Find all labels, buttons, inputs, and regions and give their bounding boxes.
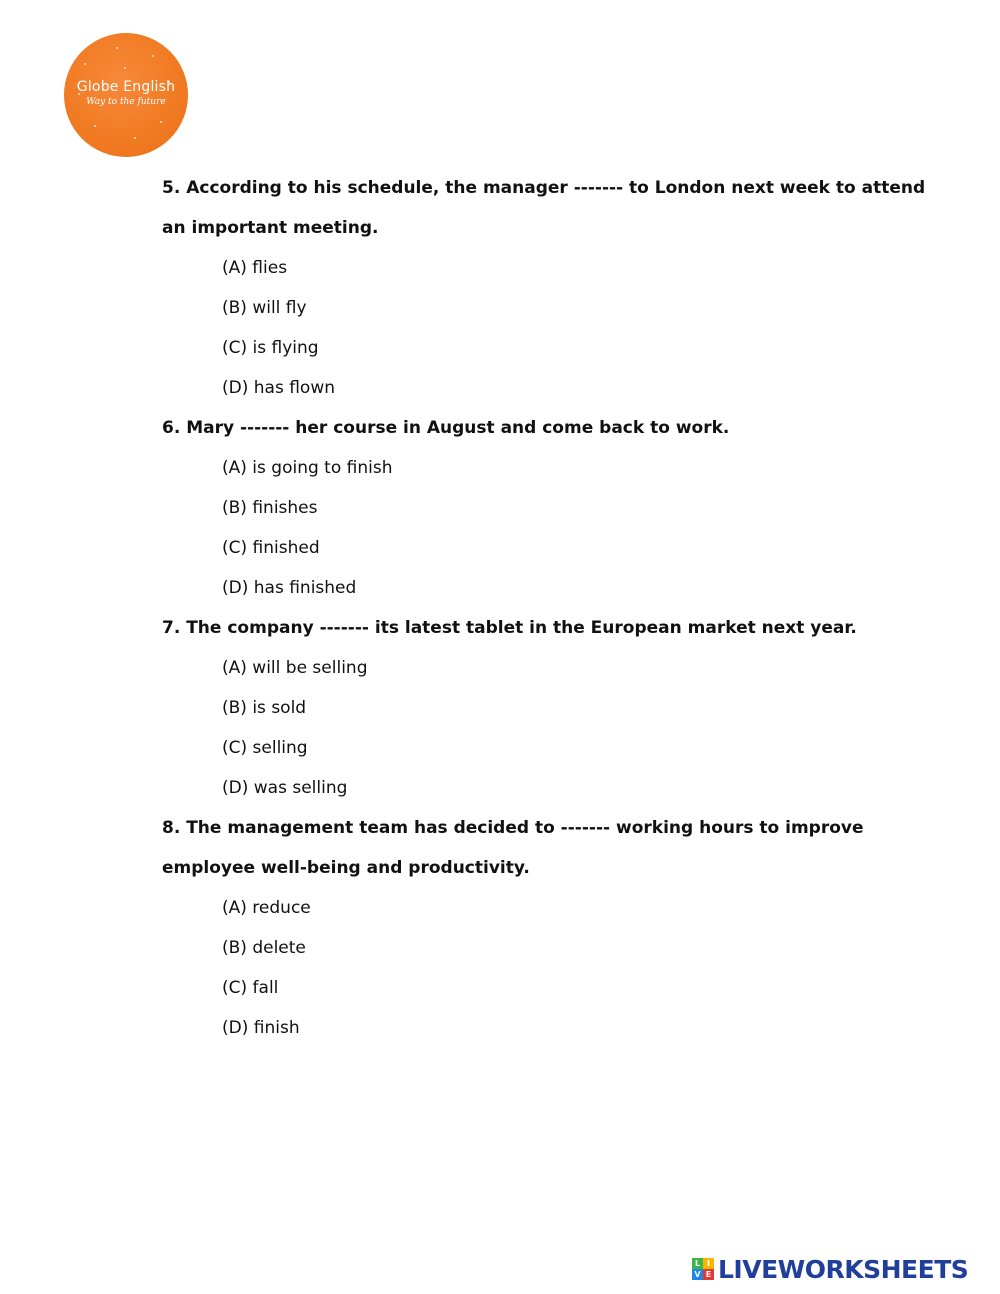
question-text: 6. Mary ------- her course in August and come back to work. (162, 418, 730, 438)
logo-speck (160, 121, 162, 123)
logo-name: Globe English (76, 79, 176, 95)
answer-options (162, 248, 942, 408)
liveworksheets-brand (692, 1252, 968, 1286)
logo-speck (134, 137, 136, 139)
logo-speck (94, 125, 96, 127)
answer-option[interactable]: (D) was selling (222, 778, 348, 798)
answer-option[interactable]: (C) finished (222, 538, 320, 558)
answer-option[interactable]: (D) has flown (222, 378, 335, 398)
logo-speck (152, 55, 154, 57)
answer-option[interactable]: (C) selling (222, 738, 308, 758)
question-block (162, 808, 942, 1048)
answer-options (162, 888, 942, 1048)
answer-option[interactable]: (B) is sold (222, 698, 307, 718)
logo-speck (116, 47, 118, 49)
answer-option[interactable]: (A) will be selling (222, 658, 368, 678)
logo-speck (124, 67, 126, 69)
brand-name: LIVEWORKSHEETS (718, 1254, 969, 1284)
answer-option[interactable]: (A) reduce (222, 898, 311, 918)
answer-option[interactable]: (C) is flying (222, 338, 319, 358)
logo-tagline: Way to the future (86, 97, 166, 107)
question-block (162, 608, 942, 808)
logo-speck (84, 63, 86, 65)
question-block (162, 408, 942, 608)
question-text: 7. The company ------- its latest tablet in the European market next year. (162, 618, 857, 638)
logo-tile-icon: V (692, 1269, 703, 1280)
liveworksheets-logo-icon (692, 1258, 714, 1280)
answer-option[interactable]: (B) finishes (222, 498, 318, 518)
logo-tile-icon: I (703, 1258, 714, 1269)
question-block (162, 168, 942, 408)
question-text: 5. According to his schedule, the manager ------- to London next week to attend an important meeting. (162, 178, 926, 238)
answer-option[interactable]: (C) fall (222, 978, 279, 998)
answer-options (162, 448, 942, 608)
answer-option[interactable]: (D) has finished (222, 578, 357, 598)
logo-tile-icon: E (703, 1269, 714, 1280)
answer-option[interactable]: (B) will fly (222, 298, 307, 318)
answer-option[interactable]: (A) flies (222, 258, 288, 278)
answer-option[interactable]: (B) delete (222, 938, 306, 958)
logo-tile-icon: L (692, 1258, 703, 1269)
answer-option[interactable]: (A) is going to finish (222, 458, 393, 478)
answer-options (162, 648, 942, 808)
answer-option[interactable]: (D) finish (222, 1018, 300, 1038)
globe-english-logo (64, 33, 188, 157)
question-text: 8. The management team has decided to ------- working hours to improve employee well-being and productivity. (162, 818, 864, 878)
worksheet-questions (162, 168, 942, 1048)
